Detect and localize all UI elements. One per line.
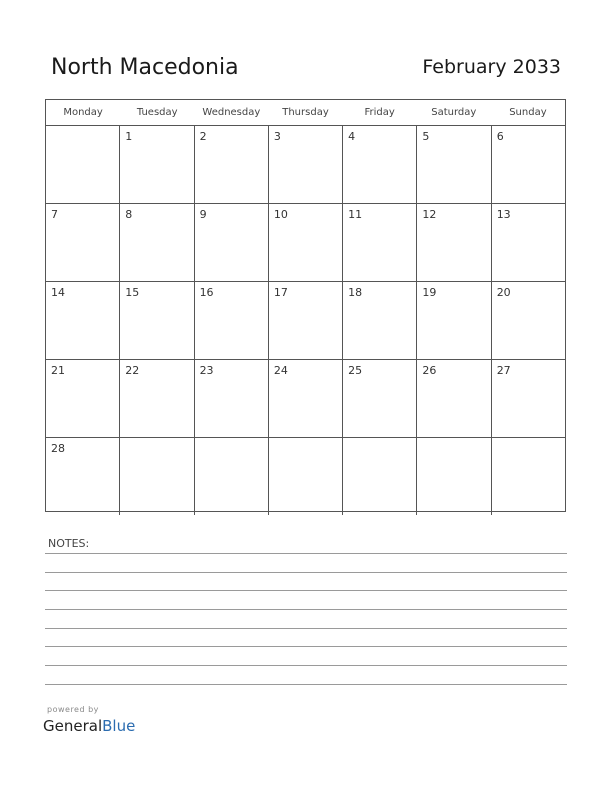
day-number: 2 (199, 130, 207, 143)
day-cell (120, 126, 194, 203)
day-cell (492, 438, 565, 515)
week-row (46, 204, 565, 282)
logo-text-general: General (43, 717, 103, 735)
notes-line (45, 609, 567, 610)
weekday-header-row (46, 100, 565, 126)
day-cell (46, 204, 120, 281)
generalblue-logo (43, 717, 135, 735)
day-cell (195, 282, 269, 359)
day-cell (46, 360, 120, 437)
notes-line (45, 665, 567, 666)
day-cell (492, 204, 565, 281)
day-number: 11 (348, 208, 363, 221)
day-number: 28 (51, 442, 65, 455)
day-number: 27 (496, 364, 511, 377)
day-number: 15 (125, 286, 140, 299)
day-number: 25 (348, 364, 363, 377)
day-cell (492, 126, 565, 203)
weekday-label: Sunday (509, 107, 547, 118)
day-cell (417, 438, 491, 515)
day-number: 17 (273, 286, 288, 299)
day-cell (46, 282, 120, 359)
day-cell (269, 204, 343, 281)
calendar-grid (45, 99, 566, 512)
week-row (46, 282, 565, 360)
day-cell (195, 204, 269, 281)
day-cell (269, 438, 343, 515)
day-number: 22 (125, 364, 140, 377)
day-cell (343, 204, 417, 281)
day-number: 3 (273, 130, 281, 143)
day-number: 9 (199, 208, 207, 221)
day-cell (343, 282, 417, 359)
day-cell (120, 438, 194, 515)
day-cell (120, 204, 194, 281)
notes-line (45, 628, 567, 629)
day-cell (417, 204, 491, 281)
day-number: 8 (125, 208, 133, 221)
day-cell (195, 126, 269, 203)
day-number: 5 (422, 130, 430, 143)
weekday-label: Tuesday (136, 107, 178, 118)
day-cell (343, 126, 417, 203)
day-cell (195, 360, 269, 437)
day-cell (120, 360, 194, 437)
powered-by-label: powered by (47, 705, 99, 714)
day-number: 23 (199, 364, 214, 377)
day-number: 14 (51, 286, 65, 299)
notes-line (45, 646, 567, 647)
day-cell (417, 126, 491, 203)
day-cell (195, 438, 269, 515)
day-cell (46, 438, 120, 515)
notes-line (45, 572, 567, 573)
day-cell (46, 126, 120, 203)
day-number: 4 (348, 130, 356, 143)
day-cell (492, 360, 565, 437)
day-number: 18 (348, 286, 363, 299)
day-cell (120, 282, 194, 359)
day-number: 10 (273, 208, 288, 221)
country-title: North Macedonia (51, 55, 239, 80)
logo-text-blue: Blue (102, 717, 136, 735)
notes-label: NOTES: (48, 537, 90, 550)
weekday-label: Wednesday (202, 107, 261, 118)
day-number: 13 (496, 208, 511, 221)
weekday-label: Monday (63, 107, 103, 118)
day-number: 21 (51, 364, 65, 377)
day-number: 1 (125, 130, 133, 143)
day-cell (343, 360, 417, 437)
day-cell (269, 126, 343, 203)
week-row (46, 438, 565, 515)
day-cell (417, 282, 491, 359)
day-cell (417, 360, 491, 437)
day-number: 26 (422, 364, 437, 377)
notes-line (45, 590, 567, 591)
week-row (46, 360, 565, 438)
weekday-label: Friday (364, 107, 395, 118)
day-cell (343, 438, 417, 515)
day-number: 19 (422, 286, 437, 299)
weekday-label: Saturday (431, 107, 477, 118)
day-number: 24 (273, 364, 288, 377)
day-cell (269, 282, 343, 359)
day-number: 16 (199, 286, 214, 299)
week-row (46, 126, 565, 204)
day-number: 20 (496, 286, 511, 299)
day-cell (492, 282, 565, 359)
notes-line (45, 553, 567, 554)
day-number: 6 (496, 130, 504, 143)
month-year-title: February 2033 (422, 56, 561, 78)
day-number: 12 (422, 208, 437, 221)
day-cell (269, 360, 343, 437)
day-number: 7 (51, 208, 58, 221)
weekday-label: Thursday (282, 107, 329, 118)
notes-line (45, 684, 567, 685)
